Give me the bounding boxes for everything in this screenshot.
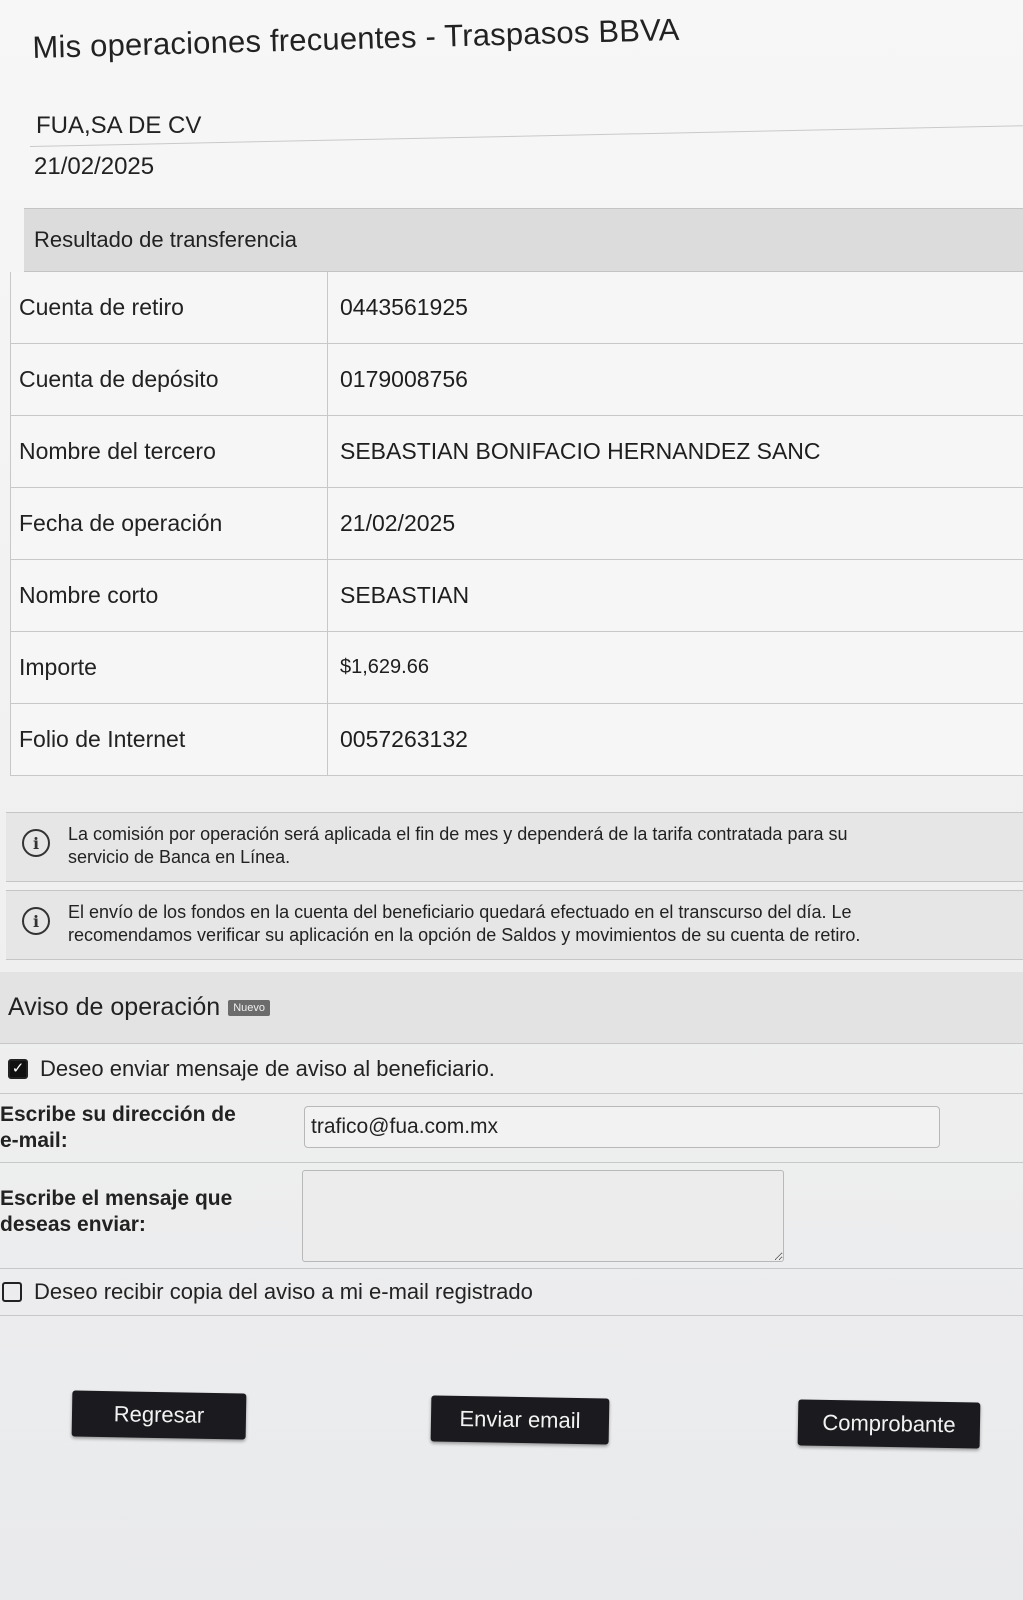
funds-notice [6, 890, 1023, 960]
receipt-button[interactable]: Comprobante [798, 1399, 981, 1448]
table-row [10, 704, 1023, 776]
email-field[interactable] [304, 1106, 940, 1148]
commission-notice [6, 812, 1023, 882]
result-heading: Resultado de transferencia [24, 208, 1023, 272]
copy-checkbox[interactable] [2, 1282, 22, 1302]
back-button[interactable]: Regresar [72, 1390, 247, 1439]
copy-row [0, 1268, 1023, 1316]
table-row [10, 560, 1023, 632]
table-row [10, 632, 1023, 704]
row-label: Cuenta de depósito [10, 344, 328, 415]
row-value: $1,629.66 [340, 656, 429, 678]
table-row [10, 344, 1023, 416]
result-table [10, 208, 1023, 776]
row-label: Nombre corto [10, 560, 328, 631]
notice-text [68, 901, 860, 947]
row-value: SEBASTIAN BONIFACIO HERNANDEZ SANC [340, 438, 821, 464]
row-label: Folio de Internet [10, 704, 328, 775]
info-icon: i [22, 829, 50, 857]
row-label: Fecha de operación [10, 488, 328, 559]
aviso-section-header [0, 972, 1023, 1044]
notice-text [68, 823, 847, 869]
aviso-title: Aviso de operación [8, 993, 221, 1021]
notice-line: servicio de Banca en Línea. [68, 847, 291, 867]
message-label-line: Escribe el mensaje que [0, 1187, 233, 1210]
page-title: Mis operaciones frecuentes - Traspasos BBVA [32, 11, 680, 65]
row-label: Nombre del tercero [10, 416, 328, 487]
copy-label: Deseo recibir copia del aviso a mi e-mail registrado [34, 1279, 533, 1304]
info-icon: i [22, 907, 50, 935]
row-value: 0443561925 [340, 294, 468, 320]
email-label [0, 1102, 260, 1154]
table-row [10, 272, 1023, 344]
row-value: SEBASTIAN [340, 582, 470, 608]
email-label-line: Escribe su dirección de [0, 1103, 236, 1126]
company-name: FUA,SA DE CV [36, 112, 202, 139]
send-notice-label: Deseo enviar mensaje de aviso al beneficiario. [40, 1055, 495, 1081]
message-label [0, 1186, 260, 1238]
new-badge: Nuevo [228, 1000, 270, 1016]
row-value: 0057263132 [340, 726, 468, 752]
table-row [10, 416, 1023, 488]
message-textarea[interactable] [302, 1170, 784, 1262]
table-row [10, 488, 1023, 560]
row-label: Cuenta de retiro [10, 272, 328, 343]
notice-line: La comisión por operación será aplicada el fin de mes y dependerá de la tarifa contratada para su [68, 824, 848, 844]
row-label: Importe [10, 632, 328, 703]
row-value: 0179008756 [340, 366, 468, 392]
send-notice-row [0, 1044, 1023, 1094]
divider [0, 1162, 1023, 1163]
message-label-line: deseas enviar: [0, 1213, 146, 1236]
send-email-button[interactable]: Enviar email [431, 1395, 610, 1444]
row-value: 21/02/2025 [340, 510, 456, 536]
notice-line: El envío de los fondos en la cuenta del beneficiario quedará efectuado en el transcurso del día. Le [68, 902, 852, 922]
notice-line: recomendamos verificar su aplicación en la opción de Saldos y movimientos de su cuenta de retiro. [68, 925, 861, 945]
send-notice-checkbox[interactable]: ✓ [8, 1059, 28, 1079]
email-label-line: e-mail: [0, 1129, 68, 1152]
header-date: 21/02/2025 [34, 153, 155, 180]
